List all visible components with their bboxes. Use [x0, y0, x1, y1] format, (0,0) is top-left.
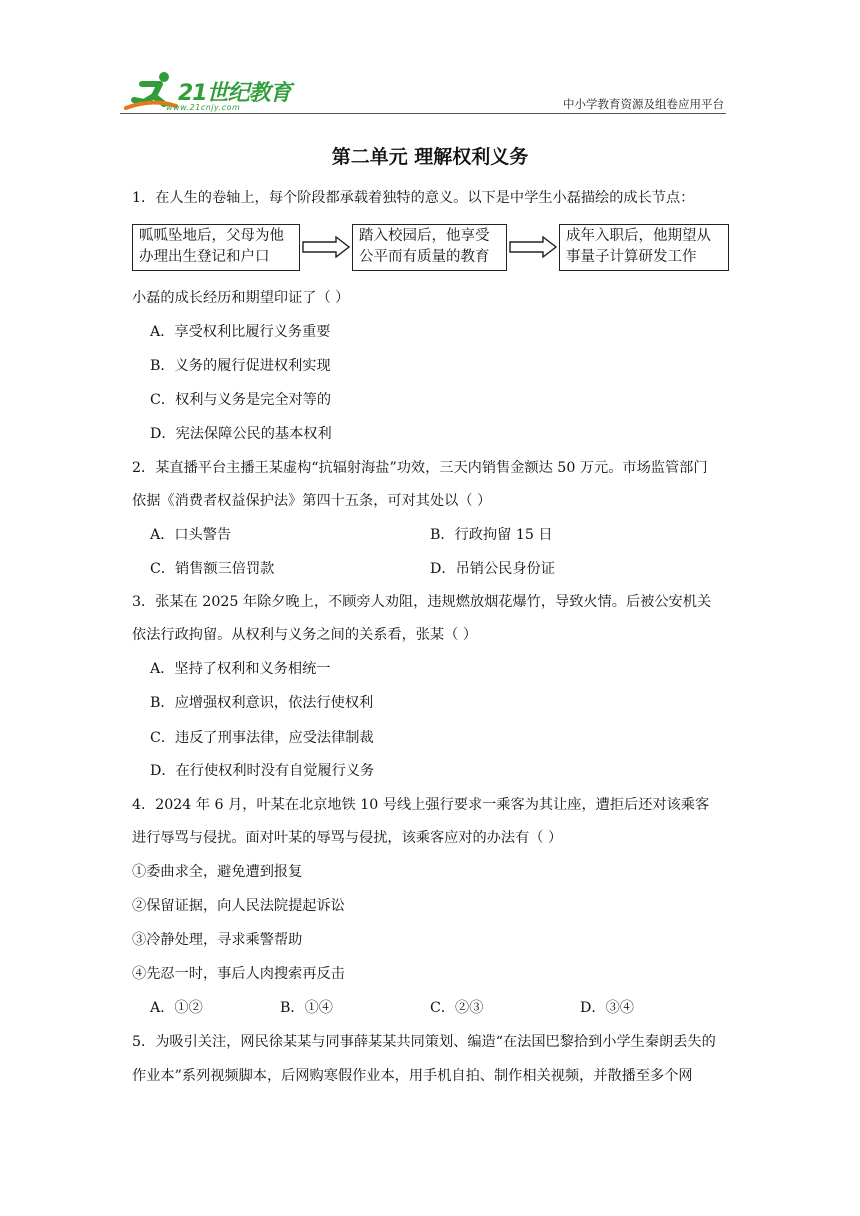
- q3-option-d: D．在行使权利时没有自觉履行义务: [150, 763, 375, 779]
- q2-stem-line-1: 2．某直播平台主播王某虚构“抗辐射海盐”功效，三天内销售金额达 50 万元。市场监管部门: [132, 460, 708, 476]
- q3-stem-line-1: 3．张某在 2025 年除夕晚上，不顾旁人劝阻，违规燃放烟花爆竹，导致火情。后被公安机关: [132, 594, 712, 610]
- flow-box-2-line-2: 公平而有质量的教育: [359, 249, 490, 265]
- q2-option-c: C．销售额三倍罚款: [150, 561, 275, 577]
- page-header: [120, 66, 726, 120]
- logo: [124, 70, 294, 116]
- q4-option-d: D．③④: [580, 1000, 634, 1016]
- q5-stem-line-2: 作业本”系列视频脚本，后网购寒假作业本，用手机自拍、制作相关视频，并散播至多个网: [132, 1068, 693, 1084]
- q4-stem-line-1: 4．2024 年 6 月，叶某在北京地铁 10 号线上强行要求一乘客为其让座，遭拒后还对该乘客: [132, 797, 710, 813]
- q4-item-1: ①委曲求全，避免遭到报复: [132, 864, 303, 880]
- q1-stem: 1．在人生的卷轴上，每个阶段都承载着独特的意义。以下是中学生小磊描绘的成长节点：: [132, 190, 695, 206]
- q4-option-c: C．②③: [430, 1000, 484, 1016]
- logo-url: www.21cnjy.com: [166, 103, 241, 112]
- q1-option-c: C．权利与义务是完全对等的: [150, 392, 332, 408]
- q3-option-a: A．坚持了权利和义务相统一: [150, 661, 331, 677]
- q5-stem-line-1: 5．为吸引关注，网民徐某某与同事薛某某共同策划、编造“在法国巴黎拾到小学生秦朗丢失的: [132, 1034, 716, 1050]
- q2-option-d: D．吊销公民身份证: [430, 561, 555, 577]
- flow-box-1-line-1: 呱呱坠地后，父母为他: [139, 228, 284, 244]
- flow-box-3: [559, 224, 729, 271]
- q3-option-b: B．应增强权利意识，依法行使权利: [150, 695, 374, 711]
- q4-item-4: ④先忍一时，事后人肉搜索再反击: [132, 966, 345, 982]
- q4-option-a: A．①②: [150, 1000, 203, 1016]
- q4-item-3: ③冷静处理，寻求乘警帮助: [132, 932, 303, 948]
- q1-option-a: A．享受权利比履行义务重要: [150, 324, 331, 340]
- q4-option-b: B．①④: [280, 1000, 333, 1016]
- page-title: 第二单元 理解权利义务: [331, 146, 529, 168]
- q2-stem-line-2: 依据《消费者权益保护法》第四十五条，可对其处以（ ）: [132, 493, 492, 509]
- flow-box-2-line-1: 踏入校园后，他享受: [359, 228, 490, 244]
- q2-option-b: B．行政拘留 15 日: [430, 527, 553, 543]
- flow-box-3-line-2: 事量子计算研发工作: [566, 249, 697, 265]
- flow-box-1-line-2: 办理出生登记和户口: [139, 249, 270, 265]
- q3-option-c: C．违反了刑事法律，应受法律制裁: [150, 730, 374, 746]
- flow-box-1: [132, 224, 300, 271]
- flow-box-2: [352, 224, 507, 271]
- q1-option-d: D．宪法保障公民的基本权利: [150, 426, 332, 442]
- q1-option-b: B．义务的履行促进权利实现: [150, 358, 331, 374]
- q2-option-a: A．口头警告: [150, 527, 232, 543]
- logo-text: 21世纪教育: [178, 81, 291, 106]
- q4-item-2: ②保留证据，向人民法院提起诉讼: [132, 898, 345, 914]
- flow-box-3-line-1: 成年入职后，他期望从: [566, 228, 711, 244]
- header-divider: [120, 113, 726, 114]
- arrow-right-icon: [302, 236, 350, 258]
- q4-stem-line-2: 进行辱骂与侵扰。面对叶某的辱骂与侵扰，该乘客应对的办法有（ ）: [132, 830, 563, 846]
- platform-name: 中小学教育资源及组卷应用平台: [563, 97, 724, 111]
- q1-question: 小磊的成长经历和期望印证了（ ）: [132, 290, 350, 306]
- arrow-right-icon: [509, 236, 557, 258]
- q3-stem-line-2: 依法行政拘留。从权利与义务之间的关系看，张某（ ）: [132, 627, 478, 643]
